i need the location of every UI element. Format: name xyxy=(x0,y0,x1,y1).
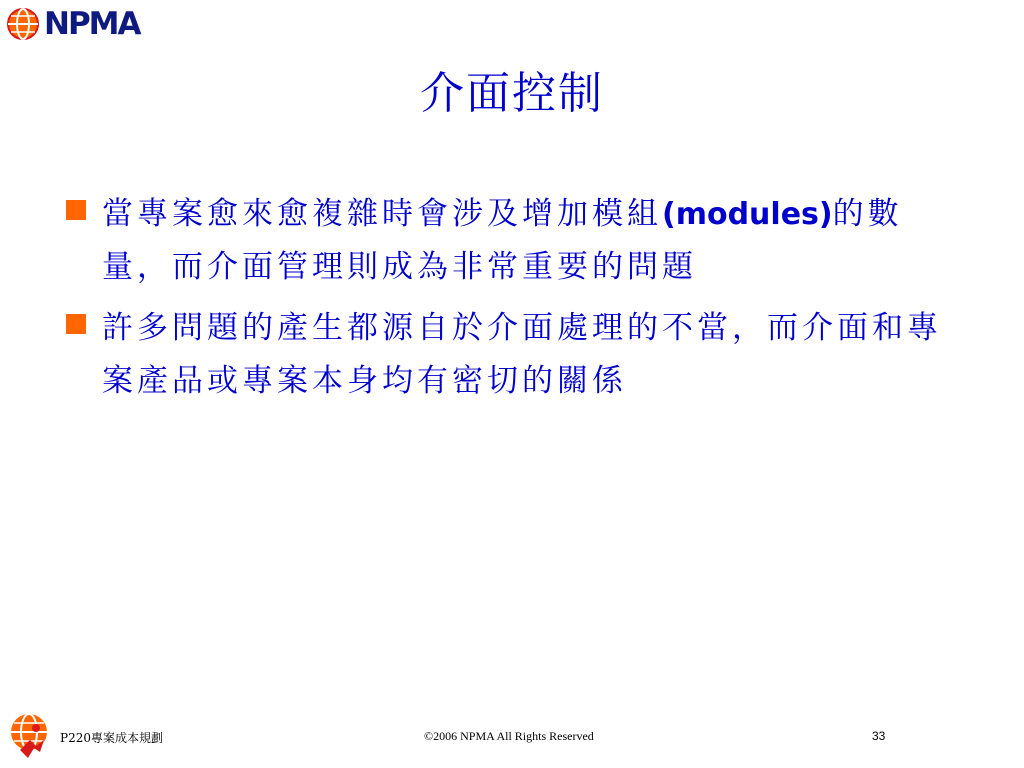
logo-wordmark: NPMA xyxy=(44,6,140,42)
footer-course-label: P220專案成本規劃 xyxy=(60,731,163,745)
globe-icon xyxy=(6,7,40,41)
bullet-text-part: 許多問題的產生都源自於介面處理的不當，而介面和專案產品或專案本身均有密切的關係 xyxy=(102,310,942,399)
globe-person-icon xyxy=(6,710,52,764)
footer-logo xyxy=(6,710,52,764)
bullet-item xyxy=(66,302,966,408)
bullet-text-part: 當專案愈來愈複雜時會涉及增加模組 xyxy=(102,196,662,232)
bullet-item xyxy=(66,188,966,294)
footer-copyright: ©2006 NPMA All Rights Reserved xyxy=(424,729,594,743)
square-bullet-icon xyxy=(66,314,86,334)
bullet-list xyxy=(66,188,966,416)
bullet-text-part: 的數量，而介面管理則成為非常重要的問題 xyxy=(102,196,903,285)
npma-logo xyxy=(6,6,146,42)
square-bullet-icon xyxy=(66,200,86,220)
page-number: 33 xyxy=(872,729,886,743)
slide-title: 介面控制 xyxy=(420,68,604,119)
bullet-text-latin: (modules) xyxy=(662,197,833,232)
